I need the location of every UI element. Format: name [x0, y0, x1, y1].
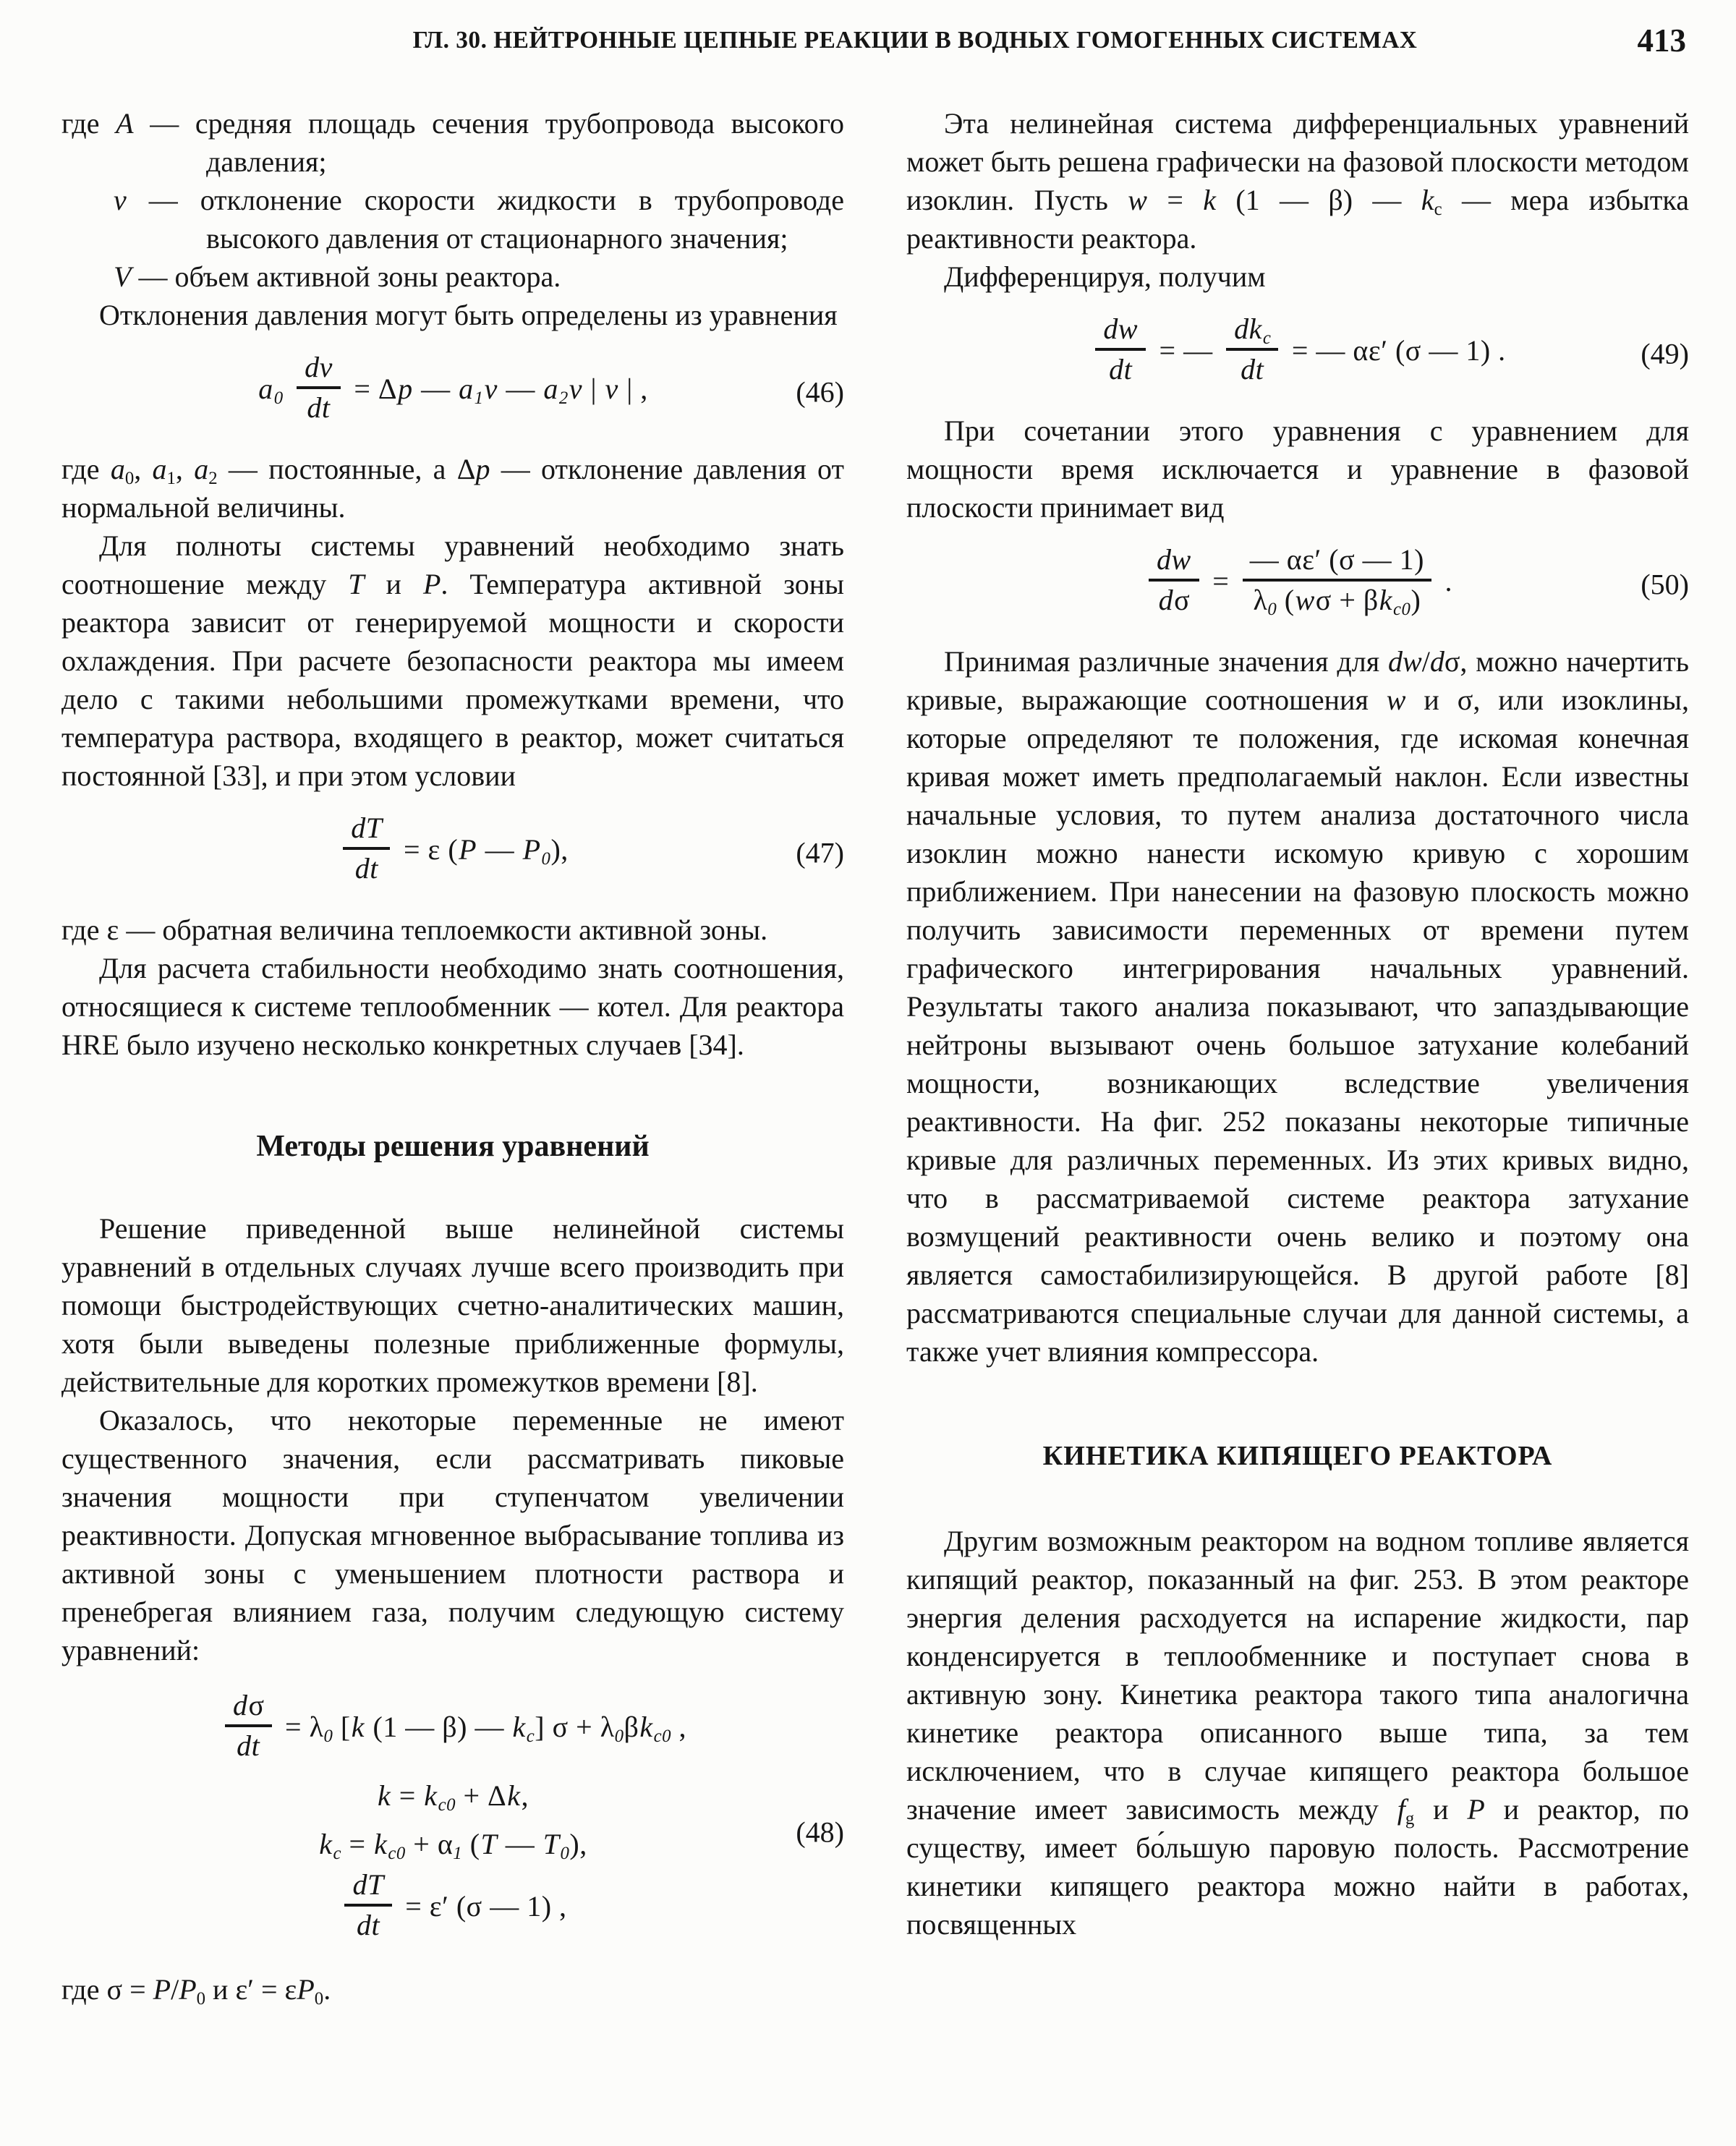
paragraph-completeness: Для полноты системы уравнений необходимо знать соотношение между T и P. Температура активной зоны реактора зависит от генерируемой мощности и скорости охлаждения. При расчете безопасности реактора мы имеем дело с такими небольшими промежутками времени, что температура раствора, входящего в реактор, может считаться постоянной [33], и при этом условии [61, 529, 845, 792]
equation-49 [906, 312, 1689, 390]
equation-46-body: $a_0$ $\frac{dv}{dt}$ = Δp — $a_1v$ — $a_2v$ | v | , [258, 351, 648, 424]
paragraph-where-sigma: где $\sigma = P/P_0$ и $\varepsilon' = \varepsilon P_0$. [61, 1973, 331, 2009]
paragraph-where-constants: где $a_0$, $a_1$, $a_2$ — постоянные, а Δp — отклонение давления от нормальной величины. [61, 453, 845, 524]
paragraph-stability: Для расчета стабильности необходимо знать соотношения, относящиеся к системе теплообменник — котел. Для реактора HRE было изучено несколько конкретных случаев [34]. [61, 952, 844, 1061]
two-column-layout [61, 104, 1689, 2009]
paragraph-boiling-reactor: Другим возможным реактором на водном топливе является кипящий реактор, показанный на фиг. 253. В этом реакторе энергия деления расходуется на испарение жидкости, пар конденсируется в теплообменнике и поступает снова в активную зону. Кинетика реактора такого типа аналогична кинетике реактора описанного выше типа, за тем исключением, что в случае кипящего реактора большое значение имеет зависимость между $f_g$ и P и реактор, по существу, имеет бо́льшую паровую полость. Рассмотрение кинетики кипящего реактора можно найти в работах, посвященных [906, 1525, 1689, 1941]
definition-item-a: где A — средняя площадь сечения трубопровода высокого давления; [61, 107, 844, 178]
equation-48 [61, 1689, 844, 1946]
definition-item-V: V — объем активной зоны реактора. [114, 260, 561, 293]
equation-47-body: $\frac{dT}{dt}$ = ε (P — $P_0$), [337, 817, 569, 889]
equation-48-line-4-body: $\frac{dT}{dt}$ = ε′ (σ — 1) , [339, 1873, 566, 1946]
equation-49-body: $\frac{dw}{dt}$ = — $\frac{dk_c}{dt}$ = — αε′ (σ — 1) . [1089, 318, 1505, 390]
equation-50-body: $\frac{dw}{d\sigma}$ = $\frac{— \alpha\varepsilon' (\sigma — 1)}{\lambda_0 (w\sigma + \beta k_{c0})}$ . [1143, 548, 1452, 621]
paragraph-isoclines-analysis: Принимая различные значения для dw/dσ, можно начертить кривые, выражающие соотношения w и σ, или изоклины, которые определяют те положения, где искомая конечная кривая может иметь предполагаемый наклон. Если известны начальные условия, то путем анализа достаточного числа изоклин можно нанести искомую кривую с хорошим приближением. При нанесении на фазовую плоскость можно получить зависимости переменных от времени путем графического интегрирования начальных уравнений. Результаты такого анализа показывают, что запаздывающие нейтроны вызывают очень большое затухание колебаний мощности, возникающих вследствие увеличения реактивности. На фиг. 252 показаны некоторые типичные кривые для различных переменных. Из этих кривых видно, что в рассматриваемой системе реактора затухание возмущений реактивности очень велико и поэтому она является самостабилизирующейся. В другой работе [8] рассматриваются специальные случаи для данной системы, а также учет влияния компрессора. [906, 645, 1690, 1368]
right-column [906, 104, 1689, 2009]
definition-item-v: v — отклонение скорости жидкости в трубопроводе высокого давления от стационарного значения; [114, 184, 844, 255]
paragraph-combining: При сочетании этого уравнения с уравнением для мощности время исключается и уравнение в фазовой плоскости принимает вид [906, 414, 1689, 524]
equation-46-number: (46) [796, 375, 844, 409]
section-heading-methods: Методы решения уравнений [256, 1130, 650, 1163]
paragraph-where-epsilon: где ε — обратная величина теплоемкости активной зоны. [61, 914, 768, 946]
equation-50-number: (50) [1641, 568, 1689, 601]
equation-46 [61, 351, 844, 428]
paragraph-nonlinear-system: Эта нелинейная система дифференциальных уравнений может быть решена графически на фазовой плоскости методом изоклин. Пусть w = k (1 — β) — $k_c$ — мера избытка реактивности реактора. [906, 107, 1689, 255]
equation-48-line-4 [61, 1868, 844, 1946]
equation-50 [906, 543, 1689, 621]
equation-47 [61, 812, 844, 889]
equation-48-line-3 [61, 1825, 844, 1863]
paragraph-variables: Оказалось, что некоторые переменные не имеют существенного значения, если рассматривать пиковые значения мощности при ступенчатом увеличении реактивности. Допуская мгновенное выбрасывание топлива из активной зоны с уменьшением плотности раствора и пренебрегая влиянием газа, получим следующую систему уравнений: [61, 1404, 844, 1666]
paragraph-solution-methods: Решение приведенной выше нелинейной системы уравнений в отдельных случаях лучше всего производить при помощи быстродействующих счетно-аналитических машин, хотя были выведены полезные приближенные формулы, действительные для коротких промежутков времени [8]. [61, 1212, 844, 1398]
equation-48-line-3-body: $k_c = k_{c0} + \alpha_1$ (T — $T_0$), [319, 1828, 587, 1863]
equation-48-line-1-body: $\frac{d\sigma}{dt}$ = $\lambda_0$ [k (1 — β) — $k_c$] $\sigma + \lambda_0\beta k_{c0}$ , [219, 1694, 686, 1766]
equation-49-number: (49) [1641, 337, 1689, 370]
section-heading-boiling-kinetics: КИНЕТИКА КИПЯЩЕГО РЕАКТОРА [1042, 1441, 1553, 1471]
chapter-running-title: ГЛ. 30. НЕЙТРОННЫЕ ЦЕПНЫЕ РЕАКЦИИ В ВОДНЫХ ГОМОГЕННЫХ СИСТЕМАХ [412, 27, 1418, 54]
equation-47-number: (47) [796, 836, 844, 869]
page-header [61, 19, 1689, 62]
equation-48-line-1 [61, 1689, 844, 1766]
page-number: 413 [1637, 22, 1686, 59]
equation-48-line-2-body: $k = k_{c0} + \Delta k$, [377, 1779, 529, 1815]
paragraph-pressure-deviation: Отклонения давления могут быть определены из уравнения [99, 299, 838, 331]
left-column [61, 104, 844, 2009]
equation-48-line-2 [61, 1776, 844, 1815]
paragraph-differentiating: Дифференцируя, получим [944, 260, 1266, 293]
equation-48-number: (48) [796, 1815, 844, 1849]
